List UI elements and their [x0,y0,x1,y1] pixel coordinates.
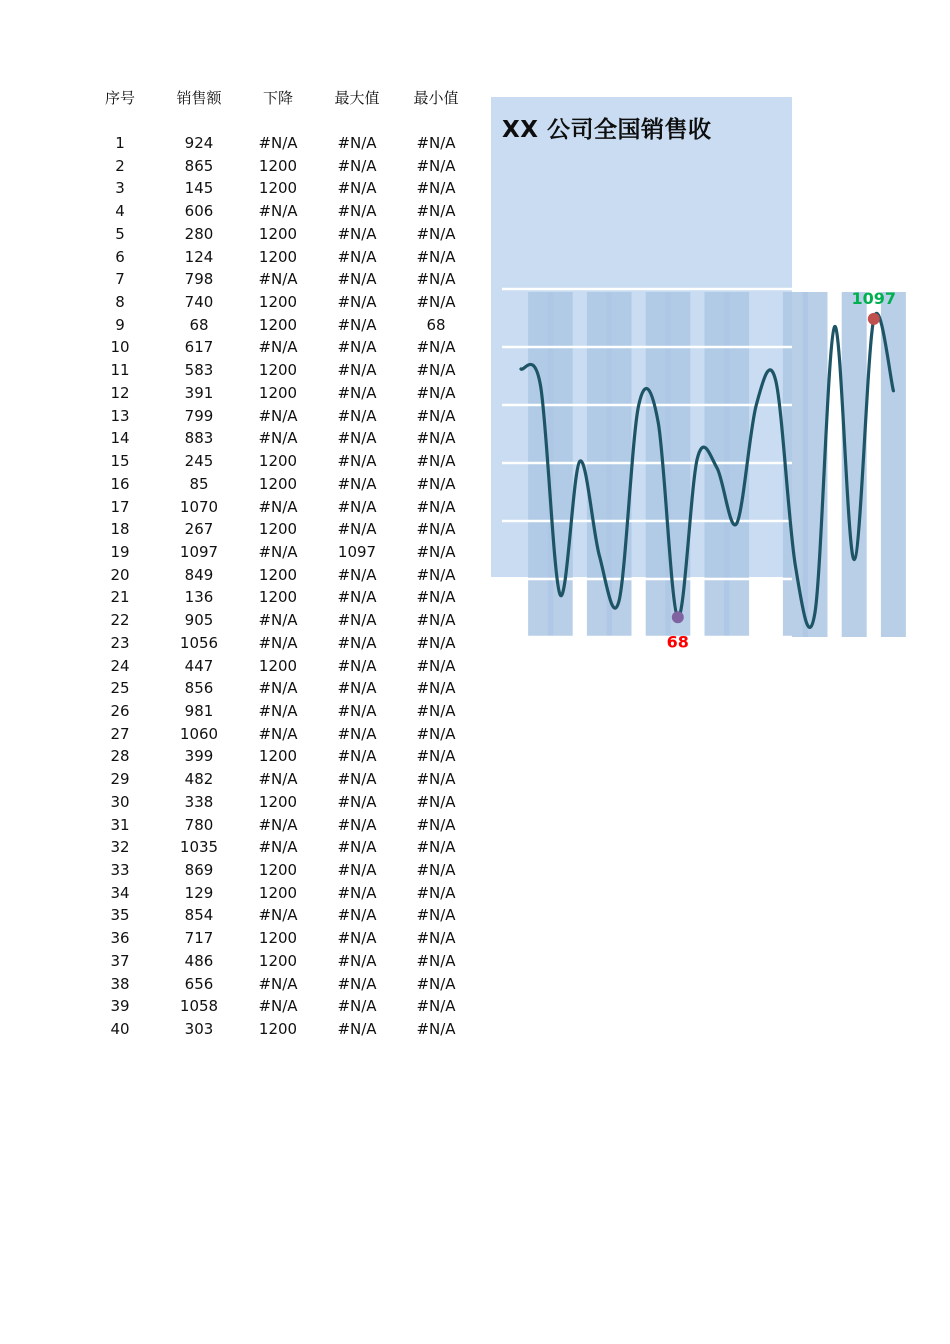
table-cell-sales: 399 [184,747,214,766]
table-cell-index: 16 [110,474,130,493]
table-cell-sales: 849 [184,565,214,584]
table-cell-sales: 245 [184,452,214,471]
table-cell-min: #N/A [416,974,456,993]
table-cell-min: #N/A [416,792,456,811]
column-header-index: 序号 [104,89,135,107]
table-cell-max: #N/A [337,429,377,448]
table-cell-sales: 1060 [179,724,219,743]
table-cell-index: 24 [110,656,130,675]
table-cell-index: 6 [115,247,125,266]
table-cell-max: #N/A [337,770,377,789]
table-cell-decline: 1200 [258,929,298,948]
table-cell-sales: 905 [184,611,214,630]
table-cell-index: 28 [110,747,130,766]
table-cell-min: #N/A [416,929,456,948]
table-cell-index: 15 [110,452,130,471]
table-cell-index: 39 [110,997,130,1016]
table-cell-sales: 799 [184,406,214,425]
table-cell-min: #N/A [416,724,456,743]
table-cell-min: #N/A [416,633,456,652]
table-cell-sales: 267 [184,520,214,539]
table-cell-index: 34 [110,883,130,902]
table-cell-sales: 1056 [179,633,219,652]
table-cell-min: #N/A [416,770,456,789]
table-cell-max: #N/A [337,815,377,834]
table-cell-index: 10 [110,338,130,357]
table-cell-decline: #N/A [258,974,298,993]
table-cell-max: #N/A [337,224,377,243]
column-header-min: 最小值 [413,89,459,107]
table-cell-decline: #N/A [258,202,298,221]
table-cell-sales: 1097 [179,542,219,561]
table-cell-sales: 486 [184,951,214,970]
table-cell-index: 25 [110,679,130,698]
table-cell-min: #N/A [416,542,456,561]
table-cell-decline: 1200 [258,224,298,243]
table-cell-index: 29 [110,770,130,789]
table-cell-decline: #N/A [258,838,298,857]
table-cell-min: #N/A [416,747,456,766]
table-cell-decline: 1200 [258,565,298,584]
table-cell-sales: 924 [184,134,214,152]
table-cell-max: #N/A [337,179,377,198]
table-cell-min: #N/A [416,497,456,516]
table-cell-min: #N/A [416,679,456,698]
table-cell-min: #N/A [416,293,456,312]
table-cell-min: #N/A [416,883,456,902]
table-cell-sales: 68 [189,315,209,334]
table-cell-index: 18 [110,520,130,539]
table-cell-max: #N/A [337,202,377,221]
table-cell-min: #N/A [416,202,456,221]
table-cell-decline: #N/A [258,270,298,289]
table-cell-index: 14 [110,429,130,448]
table-cell-min: 68 [426,315,446,334]
table-cell-index: 27 [110,724,130,743]
table-cell-min: #N/A [416,406,456,425]
table-cell-max: #N/A [337,747,377,766]
table-cell-decline: #N/A [258,997,298,1016]
table-cell-sales: 798 [184,270,214,289]
table-cell-decline: 1200 [258,247,298,266]
table-cell-min: #N/A [416,906,456,925]
table-cell-max: #N/A [337,361,377,380]
table-cell-sales: 1058 [179,997,219,1016]
table-cell-min: #N/A [416,429,456,448]
sales-chart [491,97,897,652]
table-cell-max: #N/A [337,315,377,334]
table-cell-max: #N/A [337,679,377,698]
table-cell-decline: #N/A [258,679,298,698]
table-cell-sales: 780 [184,815,214,834]
table-cell-decline: 1200 [258,156,298,175]
table-cell-min: #N/A [416,951,456,970]
table-cell-sales: 854 [184,906,214,925]
table-cell-sales: 136 [184,588,214,607]
table-cell-max: #N/A [337,724,377,743]
table-cell-decline: #N/A [258,611,298,630]
table-cell-decline: #N/A [258,406,298,425]
table-cell-decline: #N/A [258,134,298,152]
table-cell-decline: #N/A [258,815,298,834]
table-cell-sales: 482 [184,770,214,789]
table-cell-index: 13 [110,406,130,425]
table-cell-sales: 981 [184,702,214,720]
table-cell-sales: 1070 [179,497,219,516]
table-cell-decline: #N/A [258,338,298,357]
table-cell-max: #N/A [337,452,377,471]
table-cell-sales: 583 [184,361,214,380]
table-cell-index: 22 [110,611,130,630]
table-cell-min: #N/A [416,474,456,493]
table-cell-index: 37 [110,951,130,970]
table-cell-decline: #N/A [258,770,298,789]
table-cell-max: #N/A [337,497,377,516]
chart-plot [491,97,897,652]
table-cell-min: #N/A [416,997,456,1016]
table-cell-sales: 391 [184,383,214,402]
table-cell-max: 1097 [337,542,377,561]
table-cell-index: 21 [110,588,130,607]
table-cell-decline: 1200 [258,383,298,402]
table-cell-index: 9 [115,315,125,334]
table-cell-index: 38 [110,974,130,993]
table-cell-min: #N/A [416,452,456,471]
table-cell-min: #N/A [416,861,456,880]
table-cell-decline: 1200 [258,1020,298,1039]
max-value-label: 1097 [851,288,897,308]
table-cell-index: 12 [110,383,130,402]
table-cell-sales: 606 [184,202,214,221]
table-cell-decline: 1200 [258,293,298,312]
table-cell-index: 31 [110,815,130,834]
table-cell-decline: 1200 [258,520,298,539]
table-cell-sales: 617 [184,338,214,357]
table-cell-max: #N/A [337,588,377,607]
table-cell-max: #N/A [337,156,377,175]
table-cell-max: #N/A [337,633,377,652]
table-cell-max: #N/A [337,929,377,948]
decline-band [607,292,632,637]
table-cell-sales: 303 [184,1020,214,1039]
table-cell-max: #N/A [337,1020,377,1039]
table-cell-index: 3 [115,179,125,198]
table-cell-min: #N/A [416,815,456,834]
table-cell-max: #N/A [337,293,377,312]
table-cell-decline: 1200 [258,792,298,811]
table-cell-sales: 447 [184,656,214,675]
table-cell-max: #N/A [337,838,377,857]
table-cell-min: #N/A [416,361,456,380]
table-cell-decline: #N/A [258,724,298,743]
table-cell-min: #N/A [416,1020,456,1039]
table-cell-min: #N/A [416,520,456,539]
table-cell-min: #N/A [416,702,456,720]
table-cell-max: #N/A [337,338,377,357]
table-cell-sales: 740 [184,293,214,312]
table-cell-max: #N/A [337,406,377,425]
table-cell-min: #N/A [416,338,456,357]
table-cell-sales: 883 [184,429,214,448]
table-cell-max: #N/A [337,383,377,402]
table-cell-min: #N/A [416,656,456,675]
table-cell-index: 32 [110,838,130,857]
table-cell-decline: #N/A [258,429,298,448]
table-cell-index: 40 [110,1020,130,1039]
table-cell-sales: 865 [184,156,214,175]
table-cell-max: #N/A [337,656,377,675]
table-cell-index: 23 [110,633,130,652]
column-header-sales: 销售额 [176,89,222,107]
table-cell-decline: #N/A [258,497,298,516]
table-cell-max: #N/A [337,997,377,1016]
table-cell-max: #N/A [337,474,377,493]
table-cell-max: #N/A [337,134,377,152]
table-cell-min: #N/A [416,588,456,607]
table-cell-decline: #N/A [258,633,298,652]
table-cell-decline: 1200 [258,588,298,607]
table-cell-min: #N/A [416,611,456,630]
table-cell-min: #N/A [416,134,456,152]
table-cell-sales: 85 [189,474,209,493]
table-cell-min: #N/A [416,565,456,584]
table-cell-decline: 1200 [258,452,298,471]
column-header-max: 最大值 [334,89,380,107]
decline-band [665,292,690,637]
table-cell-sales: 145 [184,179,214,198]
table-cell-min: #N/A [416,224,456,243]
table-cell-sales: 656 [184,974,214,993]
table-cell-max: #N/A [337,611,377,630]
table-cell-decline: 1200 [258,315,298,334]
table-cell-decline: 1200 [258,656,298,675]
table-cell-max: #N/A [337,565,377,584]
table-cell-min: #N/A [416,383,456,402]
decline-band [548,292,573,637]
table-cell-index: 35 [110,906,130,925]
table-cell-decline: 1200 [258,474,298,493]
table-cell-max: #N/A [337,974,377,993]
table-cell-decline: #N/A [258,542,298,561]
table-cell-index: 36 [110,929,130,948]
table-cell-index: 17 [110,497,130,516]
max-point-marker [868,313,880,325]
table-cell-sales: 856 [184,679,214,698]
table-cell-min: #N/A [416,156,456,175]
table-cell-decline: 1200 [258,883,298,902]
table-cell-max: #N/A [337,906,377,925]
table-cell-max: #N/A [337,702,377,720]
table-cell-index: 7 [115,270,125,289]
table-cell-max: #N/A [337,247,377,266]
table-cell-max: #N/A [337,951,377,970]
table-cell-max: #N/A [337,861,377,880]
table-cell-min: #N/A [416,270,456,289]
min-point-marker [672,611,684,623]
table-cell-index: 30 [110,792,130,811]
table-cell-index: 4 [115,202,125,221]
table-cell-decline: 1200 [258,179,298,198]
table-cell-decline: #N/A [258,906,298,925]
table-cell-decline: #N/A [258,702,298,720]
table-cell-decline: 1200 [258,747,298,766]
column-header-decline: 下降 [262,89,293,107]
table-cell-sales: 717 [184,929,214,948]
table-cell-max: #N/A [337,792,377,811]
table-cell-sales: 1035 [179,838,219,857]
table-cell-min: #N/A [416,247,456,266]
table-cell-index: 33 [110,861,130,880]
table-cell-index: 11 [110,361,130,380]
table-cell-decline: 1200 [258,951,298,970]
table-cell-sales: 280 [184,224,214,243]
table-cell-max: #N/A [337,270,377,289]
table-cell-max: #N/A [337,883,377,902]
table-cell-min: #N/A [416,179,456,198]
min-value-label: 68 [666,632,689,652]
table-cell-min: #N/A [416,838,456,857]
table-cell-index: 2 [115,156,125,175]
table-cell-index: 1 [115,134,125,152]
table-cell-index: 8 [115,293,125,312]
table-cell-sales: 338 [184,792,214,811]
table-cell-sales: 869 [184,861,214,880]
table-cell-decline: 1200 [258,361,298,380]
table-cell-max: #N/A [337,520,377,539]
table-cell-index: 26 [110,702,130,720]
chart-title: XX 公司全国销售收 [502,117,712,143]
decline-band [724,292,749,637]
table-cell-sales: 124 [184,247,214,266]
table-cell-sales: 129 [184,883,214,902]
table-cell-index: 19 [110,542,130,561]
table-cell-decline: 1200 [258,861,298,880]
table-cell-index: 5 [115,224,125,243]
table-cell-index: 20 [110,565,130,584]
